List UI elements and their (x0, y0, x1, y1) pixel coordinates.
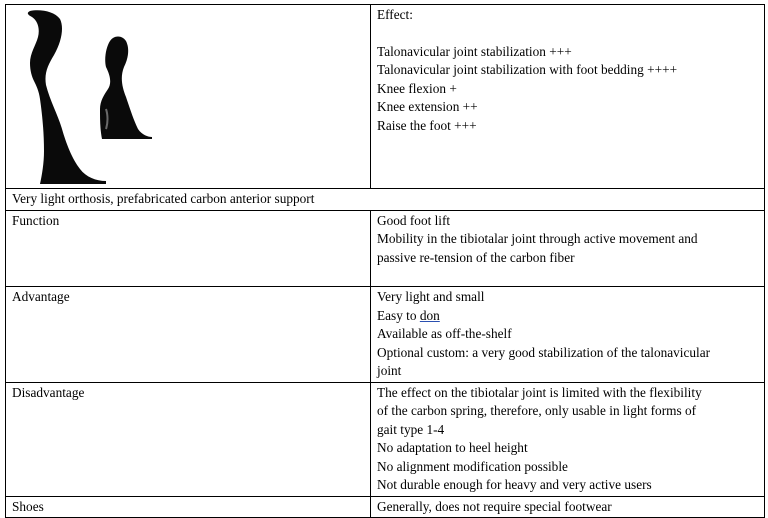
caption-cell: Very light orthosis, prefabricated carbon anterior support (6, 189, 765, 211)
effect-item: Knee flexion + (377, 80, 457, 96)
disadvantage-line: gait type 1-4 (377, 421, 445, 437)
orthosis-image-cell (6, 5, 371, 189)
orthosis-silhouette-image (6, 5, 370, 188)
disadvantage-row (6, 382, 765, 496)
advantage-row (6, 287, 765, 383)
function-spacer (377, 267, 758, 285)
caption-row (6, 189, 765, 211)
disadvantage-value (371, 382, 765, 496)
advantage-line: joint (377, 363, 402, 378)
disadvantage-label: Disadvantage (6, 382, 371, 496)
advantage-line: Very light and small (377, 289, 485, 304)
advantage-label: Advantage (6, 287, 371, 383)
disadvantage-line: of the carbon spring, therefore, only usable in light forms of (377, 403, 697, 418)
disadvantage-line: Not durable enough for heavy and very active users (377, 477, 652, 492)
advantage-line (377, 307, 758, 326)
orthosis-table (5, 4, 765, 518)
advantage-text: Easy to (377, 307, 420, 323)
function-label: Function (6, 210, 371, 287)
header-row (6, 5, 765, 189)
effect-item: Talonavicular joint stabilization +++ (377, 43, 572, 59)
effect-spacer (377, 25, 758, 43)
effect-item: Knee extension ++ (377, 99, 478, 114)
large-orthosis-shape (28, 10, 106, 184)
function-row (6, 210, 765, 287)
effect-title: Effect: (377, 7, 413, 22)
disadvantage-line: The effect on the tibiotalar joint is limited with the flexibility (377, 384, 702, 400)
effect-cell (371, 5, 765, 189)
function-line: Good foot lift (377, 212, 451, 228)
don-link[interactable]: don (419, 307, 440, 323)
disadvantage-line: No alignment modification possible (377, 458, 568, 474)
function-line: passive re-tension of the carbon fiber (377, 249, 575, 265)
shoes-value: Generally, does not require special footwear (371, 496, 765, 518)
function-value (371, 210, 765, 287)
advantage-value (371, 287, 765, 383)
advantage-line: Optional custom: a very good stabilization of the talonavicular (377, 344, 711, 360)
function-line: Mobility in the tibiotalar joint through active movement and (377, 231, 698, 246)
effect-item: Talonavicular joint stabilization with foot bedding ++++ (377, 62, 678, 77)
disadvantage-line: No adaptation to heel height (377, 440, 528, 455)
effect-item: Raise the foot +++ (377, 117, 477, 133)
shoes-label: Shoes (6, 496, 371, 518)
advantage-line: Available as off-the-shelf (377, 326, 512, 341)
shoes-row (6, 496, 765, 518)
